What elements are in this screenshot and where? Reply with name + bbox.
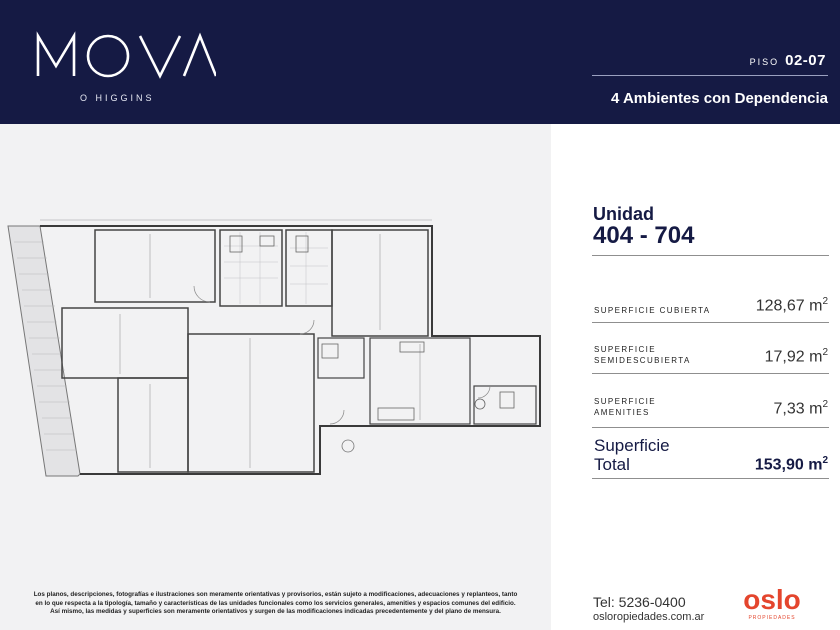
surface-cubierta-unit: 2 (822, 296, 828, 307)
contact-website[interactable]: osloropiedades.com.ar (593, 611, 705, 623)
surface-divider-2 (592, 373, 829, 374)
mova-logo (36, 30, 216, 82)
surface-semidescubierta-unit: 2 (822, 347, 828, 358)
oslo-logo (722, 583, 822, 623)
surface-amenities-number: 7,33 m (773, 400, 823, 418)
total-surface-number: 153,90 m (754, 456, 823, 474)
floor-plan-panel (0, 124, 551, 630)
surface-amenities-label (594, 396, 656, 418)
total-label-line-2: Total (594, 455, 630, 474)
surface-semidescubierta-number: 17,92 m (764, 348, 823, 366)
oslo-logo-text: oslo (743, 584, 801, 615)
surface-cubierta-number: 128,67 m (755, 297, 823, 315)
surface-divider-3 (592, 427, 829, 428)
total-surface-unit: 2 (822, 455, 828, 466)
floor-value: 02-07 (785, 52, 826, 69)
surface-semidescubierta-line-1: SUPERFICIE (594, 345, 657, 354)
floor-plan-drawing (0, 124, 551, 630)
disclaimer-line-3: Así mismo, las medidas y superficies son meramente orientativos y surgen de las modificaciones indicadas precedentemente y del plano de mensura. (50, 608, 501, 616)
surface-divider-1 (592, 322, 829, 323)
surface-amenities-line-2: AMENITIES (594, 408, 650, 417)
oslo-logo-tagline: PROPIEDADES (748, 615, 796, 621)
surface-semidescubierta-line-2: SEMIDESCUBIERTA (594, 356, 691, 365)
surface-cubierta-label-line: SUPERFICIE CUBIERTA (594, 306, 711, 315)
unit-label: Unidad (593, 204, 654, 224)
surface-amenities-unit: 2 (822, 399, 828, 410)
total-surface-value (755, 455, 828, 474)
surface-cubierta-label (594, 305, 711, 316)
surface-semidescubierta-value (765, 347, 828, 366)
floor-label: PISO (749, 57, 780, 67)
total-surface-label (594, 436, 670, 474)
total-label-line-1: Superficie (594, 436, 670, 455)
disclaimer-line-2: en lo que respecta a la tipología, tamaño y características de las unidades funcionales como los servicios generales, amenities y espacios comunes del edificio. (35, 599, 516, 607)
header-divider (592, 75, 828, 76)
disclaimer-line-1: Los planos, descripciones, fotografías e ilustraciones son meramente orientativas y provisorios, están sujeto a modificaciones, adecuaciones y replanteos, tanto (33, 591, 518, 598)
unit-divider (592, 255, 829, 256)
legal-disclaimer (0, 591, 551, 617)
unit-number: 404 - 704 (593, 222, 695, 249)
surface-amenities-value (774, 399, 828, 418)
surface-semidescubierta-label (594, 344, 691, 366)
total-divider (592, 478, 829, 479)
unit-type-title: 4 Ambientes con Dependencia (610, 90, 828, 107)
header-banner (0, 0, 840, 124)
surface-cubierta-value (756, 296, 828, 315)
floor-indicator (750, 52, 826, 69)
surface-amenities-line-1: SUPERFICIE (594, 397, 657, 406)
contact-phone[interactable]: Tel: 5236-0400 (593, 594, 686, 610)
brand-subtitle: O HIGGINS (80, 93, 155, 103)
